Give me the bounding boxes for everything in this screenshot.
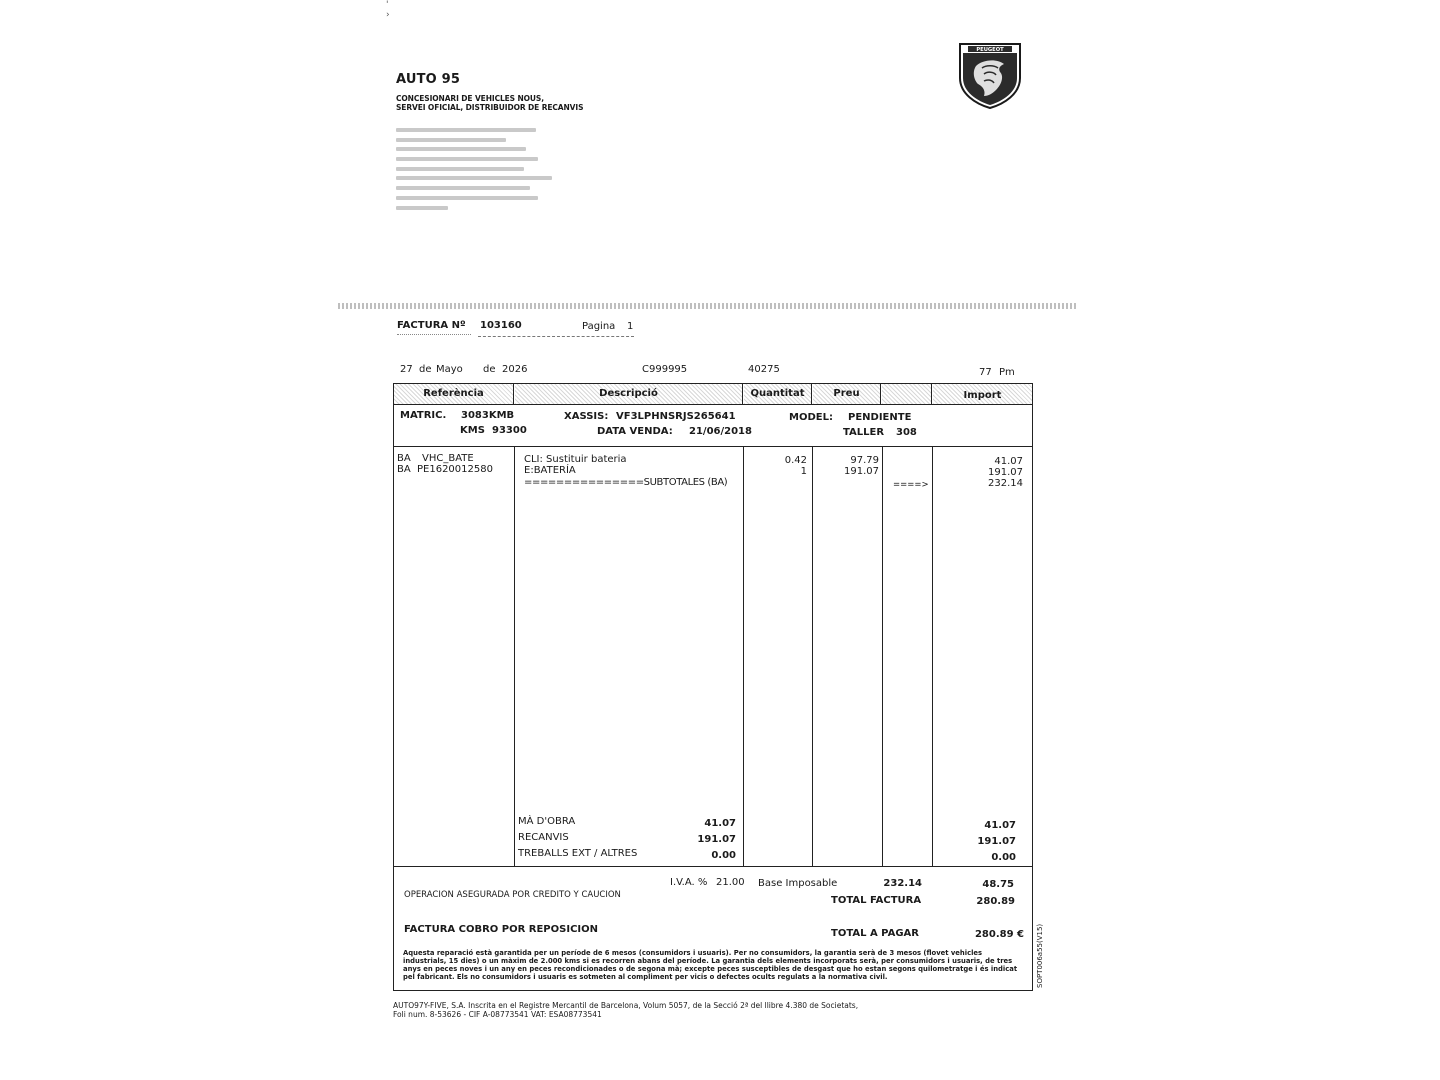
footer-cif: Foli num. 8-53626 - CIF A-08773541 VAT: ESA08773541 (393, 1010, 602, 1019)
header-descripcio: Descripció (515, 384, 743, 404)
model-value: PENDIENTE (848, 412, 912, 423)
client-code: C999995 (642, 364, 688, 375)
line-2-price: 191.07 (844, 466, 879, 477)
line-1-ref-a: BA (397, 453, 411, 464)
date-year: 2026 (502, 364, 528, 375)
line-2-amount: 191.07 (988, 467, 1023, 478)
base-value: 232.14 (883, 878, 922, 889)
code-3: 77 (979, 367, 992, 378)
header-quantitat: Quantitat (744, 384, 812, 404)
xassis-value: VF3LPHNSRJS265641 (616, 411, 736, 422)
invoice-label-underline (397, 334, 471, 335)
column-divider (743, 446, 744, 866)
line-2-ref-a: BA (397, 464, 411, 475)
invoice-label: FACTURA Nº (397, 320, 466, 331)
base-label: Base Imposable (758, 878, 838, 889)
taller-value: 308 (896, 427, 917, 438)
date-day: 27 (400, 364, 413, 375)
operacion-text: OPERACION ASEGURADA POR CREDITO Y CAUCION (404, 890, 621, 900)
recanvis-label: RECANVIS (518, 832, 569, 843)
import-recanvis: 191.07 (977, 836, 1016, 847)
column-divider (514, 446, 515, 866)
peugeot-logo (954, 38, 1026, 110)
line-1-qty: 0.42 (784, 455, 807, 466)
company-subtitle-1: CONCESIONARI DE VEHICLES NOUS, (396, 94, 544, 103)
import-ma-obra: 41.07 (984, 820, 1016, 831)
line-2-desc: E:BATERÍA (524, 465, 576, 476)
code-2: 40275 (748, 364, 780, 375)
iva-pct: 21.00 (716, 877, 745, 888)
corner-mark: ' › (386, 0, 390, 20)
line-1-desc: CLI: Sustituir bateria (524, 454, 627, 465)
cobro-text: FACTURA COBRO POR REPOSICION (404, 924, 598, 935)
treballs-value: 0.00 (711, 850, 736, 861)
matric-value: 3083KMB (461, 410, 515, 421)
model-label: MODEL: (789, 412, 833, 423)
line-1-ref-b: VHC_BATE (422, 453, 474, 464)
column-divider (932, 446, 933, 866)
info-separator (394, 446, 1032, 447)
table-header-row (394, 384, 1032, 405)
date-month: Mayo (436, 364, 463, 375)
invoice-number: 103160 (480, 320, 522, 331)
kms-value: 93300 (492, 425, 527, 436)
totals-separator (394, 866, 1032, 867)
date-de-1: de (419, 364, 432, 375)
line-2-qty: 1 (800, 466, 807, 477)
iva-label: I.V.A. % (670, 877, 708, 888)
total-factura-label: TOTAL FACTURA (831, 895, 922, 906)
line-1-price: 97.79 (850, 455, 879, 466)
ma-obra-label: MÀ D'OBRA (518, 816, 576, 827)
form-code: SOPT006a55(V15) (1036, 923, 1044, 988)
data-venda-value: 21/06/2018 (689, 426, 752, 437)
line-1-amount: 41.07 (994, 456, 1023, 467)
column-divider (812, 446, 813, 866)
import-treballs: 0.00 (991, 852, 1016, 863)
ma-obra-value: 41.07 (704, 818, 736, 829)
page-number: 1 (627, 321, 634, 332)
recanvis-value: 191.07 (697, 834, 736, 845)
header-blank (882, 384, 932, 404)
column-divider (882, 446, 883, 866)
company-name: AUTO 95 (396, 72, 461, 87)
total-factura-value: 280.89 (976, 896, 1015, 907)
company-address-block (396, 128, 566, 215)
total-pagar-value: 280.89 € (974, 929, 1024, 940)
matric-label: MATRIC. (400, 410, 447, 421)
footer-registry: AUTO97Y-FIVE, S.A. Inscrita en el Registre Mercantil de Barcelona, Volum 5057, de la Secció 2ª del llibre 4.380 de Societats, (393, 1001, 859, 1010)
treballs-label: TREBALLS EXT / ALTRES (518, 848, 638, 859)
data-venda-label: DATA VENDA: (597, 426, 673, 437)
code-4: Pm (999, 367, 1015, 378)
company-subtitle-2: SERVEI OFICIAL, DISTRIBUIDOR DE RECANVIS (396, 103, 584, 112)
total-pagar-label: TOTAL A PAGAR (831, 928, 919, 939)
line-2-ref-b: PE1620012580 (417, 464, 493, 475)
date-de-2: de (483, 364, 496, 375)
taller-label: TALLER (843, 427, 885, 438)
invoice-number-underline (478, 336, 634, 337)
separator-rule (338, 303, 1078, 309)
subtotal-arrow: ====> (893, 480, 929, 490)
peugeot-logo-text: PEUGEOT (976, 47, 1004, 53)
subtotal-desc: ===============SUBTOTALES (BA) (524, 477, 728, 488)
subtotal-amount: 232.14 (988, 478, 1023, 489)
header-preu: Preu (813, 384, 881, 404)
header-referencia: Referència (394, 384, 514, 404)
iva-amount: 48.75 (982, 879, 1014, 890)
guarantee-text: Aquesta reparació està garantida per un període de 6 mesos (consumidors i usuaris). Per no consumidors, la garantia serà de 3 mesos (flovet vehicles industrials, 15 dies) o un màxim de 2.000 kms si es recorren abans del període. La garantia dels elements incorporats serà, per consumidors i usuaris, de tres anys en peces noves i un any en peces recondicionades o de segona mà; excepte peces susceptibles de desgast que ho estan segons quilometratge i és indicat pel fabricant. Els no consumidors i usuaris es sotmeten al compliment per vicis o defectes ocults regulats a la normativa civil. (403, 949, 1018, 981)
xassis-label: XASSIS: (564, 411, 609, 422)
kms-label: KMS (460, 425, 485, 436)
header-import: Import (933, 384, 1032, 404)
page-label: Pagina (582, 321, 616, 332)
